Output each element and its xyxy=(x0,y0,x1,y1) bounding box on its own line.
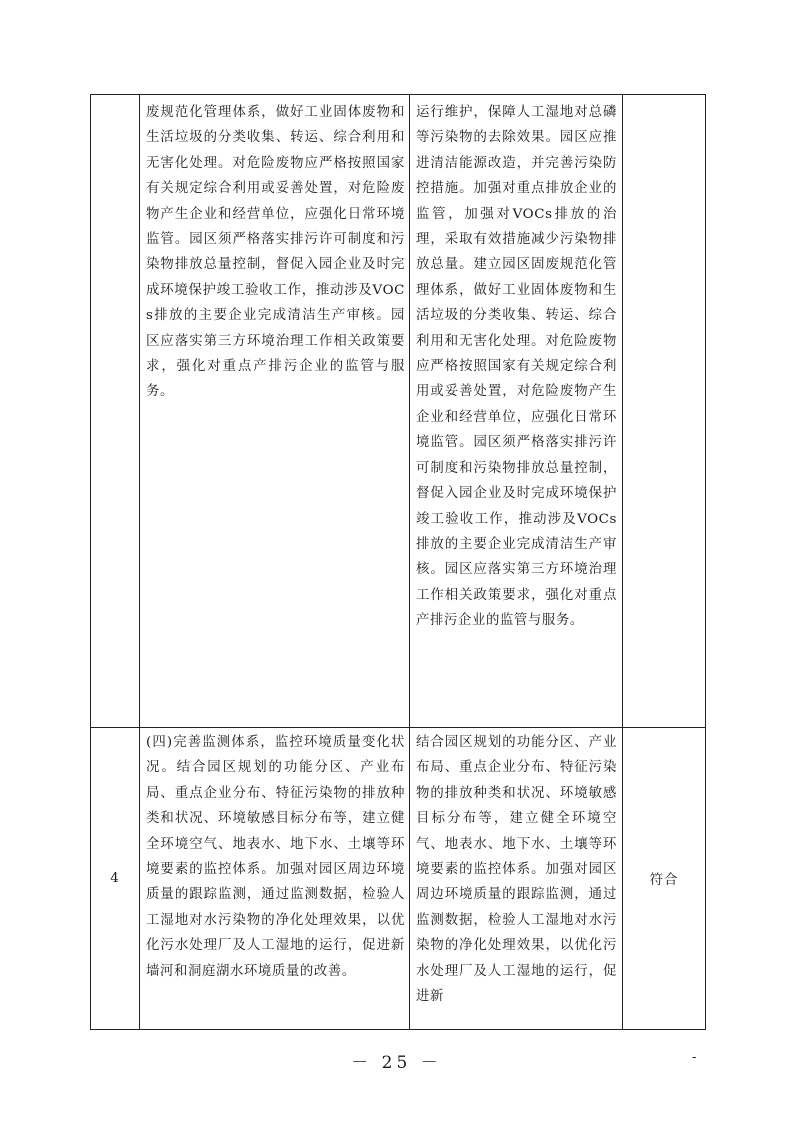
requirement-cell xyxy=(140,95,410,728)
result-cell: 符合 xyxy=(623,728,706,1030)
compliance-table xyxy=(90,94,706,1030)
page-number: － 25 － xyxy=(351,1053,442,1073)
implementation-cell xyxy=(410,95,623,728)
table-row xyxy=(91,728,706,1030)
requirement-text: (四)完善监测体系，监控环境质量变化状况。结合园区规划的功能分区、产业布局、重点企业分布、特征污染物的排放种类和状况、环境敏感目标分布等，建立健全环境空气、地表水、地下水、土壤等环境要素的监控体系。加强对园区周边环境质量的跟踪监测，通过监测数据，检验人工湿地对水污染物的净化处理效果，以优化污水处理厂及人工湿地的运行，促进新墙河和洞庭湖水环境质量的改善。 xyxy=(146,735,405,979)
row-number-cell: 4 xyxy=(91,728,140,1030)
implementation-cell xyxy=(410,728,623,1030)
corner-mark: - xyxy=(692,1050,697,1065)
implementation-text: 运行维护，保障人工湿地对总磷等污染物的去除效果。园区应推进清洁能源改造，并完善污染防控措施。加强对重点排放企业的监管，加强对VOCs排放的治理，采取有效措施减少污染物排放总量。建立园区固废规范化管理体系，做好工业固体废物和生活垃圾的分类收集、转运、综合利用和无害化处理。对危险废物应严格按照国家有关规定综合利用或妥善处置，对危险废物产生企业和经营单位，应强化日常环境监管。园区须严格落实排污许可制度和污染物排放总量控制，督促入园企业及时完成环境保护竣工验收工作，推动涉及VOCs排放的主要企业完成清洁生产审核。园区应落实第三方环境治理工作相关政策要求，强化对重点产排污企业的监管与服务。 xyxy=(416,105,617,629)
result-cell xyxy=(623,95,706,728)
implementation-text: 结合园区规划的功能分区、产业布局、重点企业分布、特征污染物的排放种类和状况、环境敏感目标分布等，建立健全环境空气、地表水、地下水、土壤等环境要素的监控体系。加强对园区周边环境质量的跟踪监测，通过监测数据，检验人工湿地对水污染物的净化处理效果，以优化污水处理厂及人工湿地的运行，促进新 xyxy=(416,735,617,1005)
requirement-cell xyxy=(140,728,410,1030)
row-number-cell xyxy=(91,95,140,728)
table-row xyxy=(91,95,706,728)
requirement-text: 废规范化管理体系，做好工业固体废物和生活垃圾的分类收集、转运、综合利用和无害化处理。对危险废物应严格按照国家有关规定综合利用或妥善处置，对危险废物产生企业和经营单位，应强化日常环境监管。园区须严格落实排污许可制度和污染物排放总量控制，督促入园企业及时完成环境保护竣工验收工作，推动涉及VOCs排放的主要企业完成清洁生产审核。园区应落实第三方环境治理工作相关政策要求，强化对重点产排污企业的监管与服务。 xyxy=(146,105,405,400)
